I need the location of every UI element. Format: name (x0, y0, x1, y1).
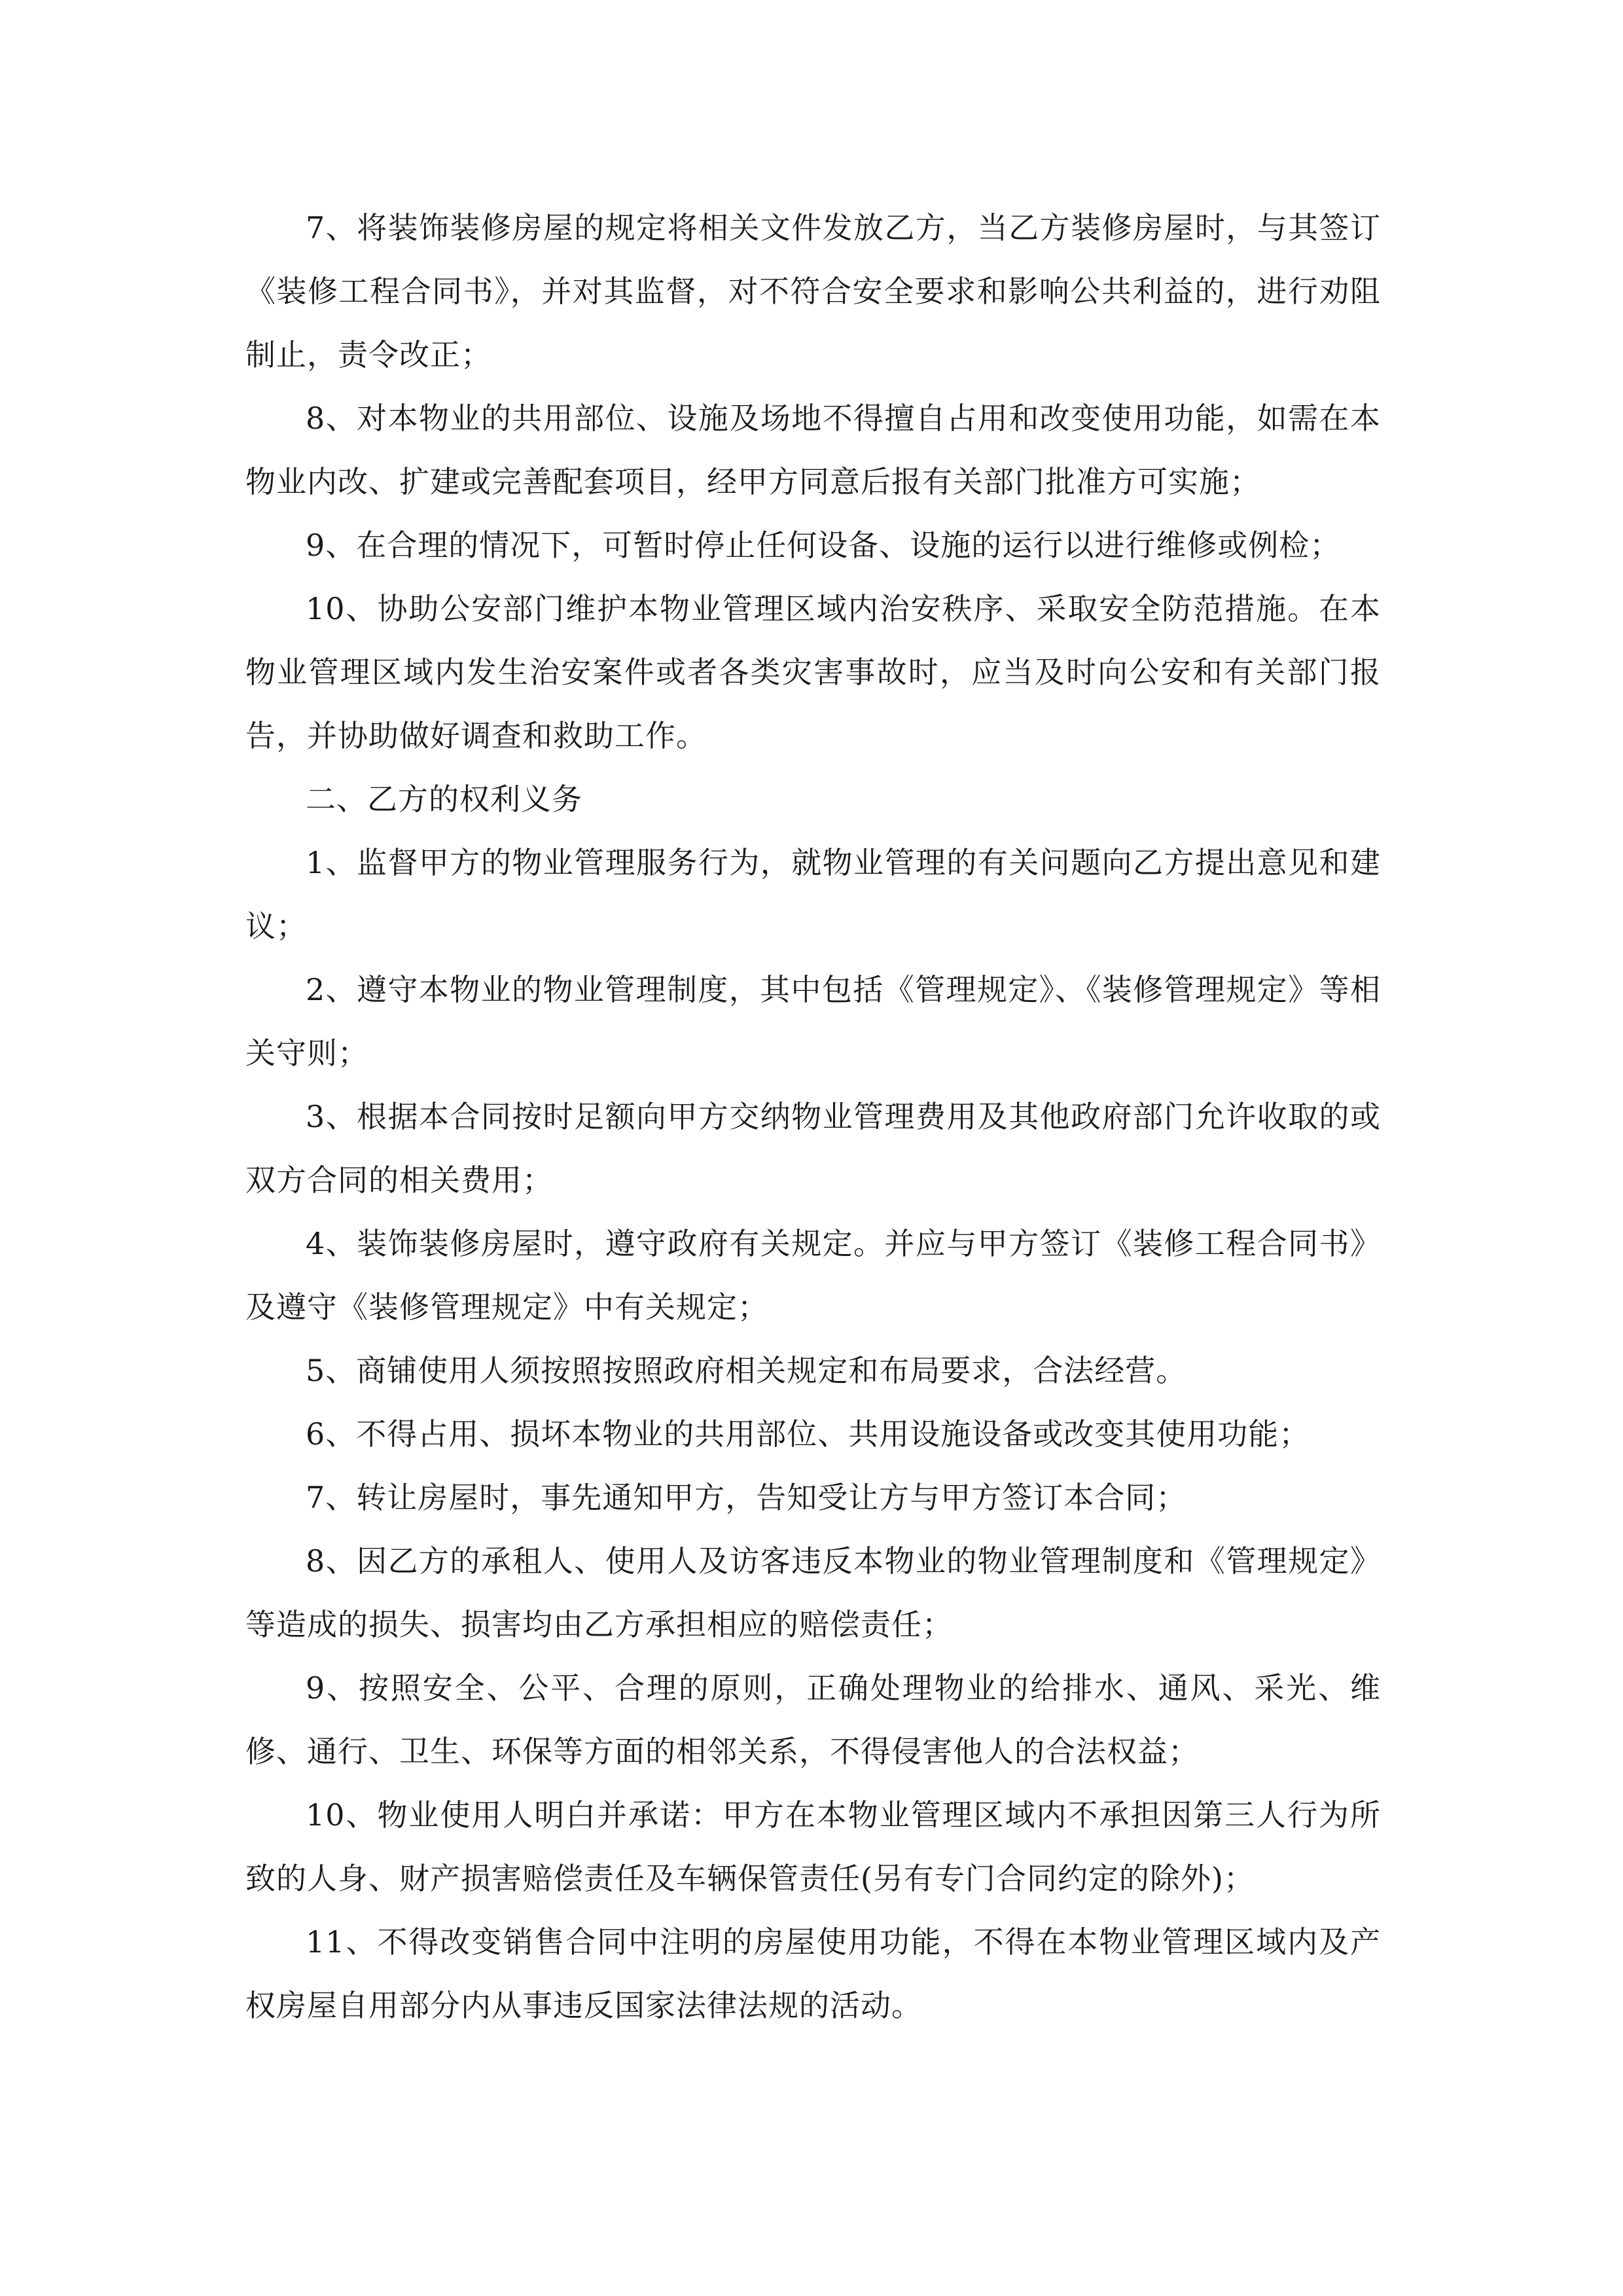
paragraph-item-8-shared-facilities: 8、对本物业的共用部位、设施及场地不得擅自占用和改变使用功能，如需在本物业内改、扩建或完善配套项目，经甲方同意后报有关部门批准方可实施； (245, 401, 1381, 499)
paragraph-b-item-9-neighbors: 9、按照安全、公平、合理的原则，正确处理物业的给排水、通风、采光、维修、通行、卫生、环保等方面的相邻关系，不得侵害他人的合法权益； (245, 1670, 1381, 1769)
paragraph-item-7-decoration: 7、将装饰装修房屋的规定将相关文件发放乙方，当乙方装修房屋时，与其签订《装修工程合同书》，并对其监督，对不符合安全要求和影响公共利益的，进行劝阻制止，责令改正； (245, 210, 1381, 372)
paragraph-item-9-maintenance: 9、在合理的情况下，可暂时停止任何设备、设施的运行以进行维修或例检； (306, 528, 1341, 563)
paragraph-item-10-security: 10、协助公安部门维护本物业管理区域内治安秩序、采取安全防范措施。在本物业管理区域内发生治安案件或者各类灾害事故时，应当及时向公安和有关部门报告，并协助做好调查和救助工作。 (245, 591, 1381, 753)
paragraph-b-item-3-pay-fees: 3、根据本合同按时足额向甲方交纳物业管理费用及其他政府部门允许收取的或双方合同的相关费用； (245, 1099, 1381, 1198)
paragraph-b-item-2-comply-rules: 2、遵守本物业的物业管理制度，其中包括《管理规定》、《装修管理规定》等相关守则； (245, 972, 1381, 1071)
document-body (245, 196, 1381, 2037)
paragraph-b-item-7-transfer: 7、转让房屋时，事先通知甲方，告知受让方与甲方签订本合同； (306, 1480, 1187, 1515)
section-heading-party-b-rights: 二、乙方的权利义务 (306, 781, 582, 817)
paragraph-b-item-4-decoration: 4、装饰装修房屋时，遵守政府有关规定。并应与甲方签订《装修工程合同书》及遵守《装修管理规定》中有关规定； (245, 1226, 1381, 1325)
paragraph-b-item-10-commitment: 10、物业使用人明白并承诺：甲方在本物业管理区域内不承担因第三人行为所致的人身、财产损害赔偿责任及车辆保管责任(另有专门合同约定的除外)； (245, 1797, 1381, 1896)
paragraph-b-item-1-supervise: 1、监督甲方的物业管理服务行为，就物业管理的有关问题向乙方提出意见和建议； (245, 845, 1381, 944)
paragraph-b-item-6-no-damage: 6、不得占用、损坏本物业的共用部位、共用设施设备或改变其使用功能； (306, 1416, 1310, 1452)
paragraph-b-item-8-liability: 8、因乙方的承租人、使用人及访客违反本物业的物业管理制度和《管理规定》等造成的损失、损害均由乙方承担相应的赔偿责任； (245, 1543, 1381, 1642)
paragraph-b-item-11-usage: 11、不得改变销售合同中注明的房屋使用功能，不得在本物业管理区域内及产权房屋自用部分内从事违反国家法律法规的活动。 (245, 1924, 1381, 2023)
paragraph-b-item-5-shops: 5、商铺使用人须按照按照政府相关规定和布局要求，合法经营。 (306, 1353, 1187, 1388)
